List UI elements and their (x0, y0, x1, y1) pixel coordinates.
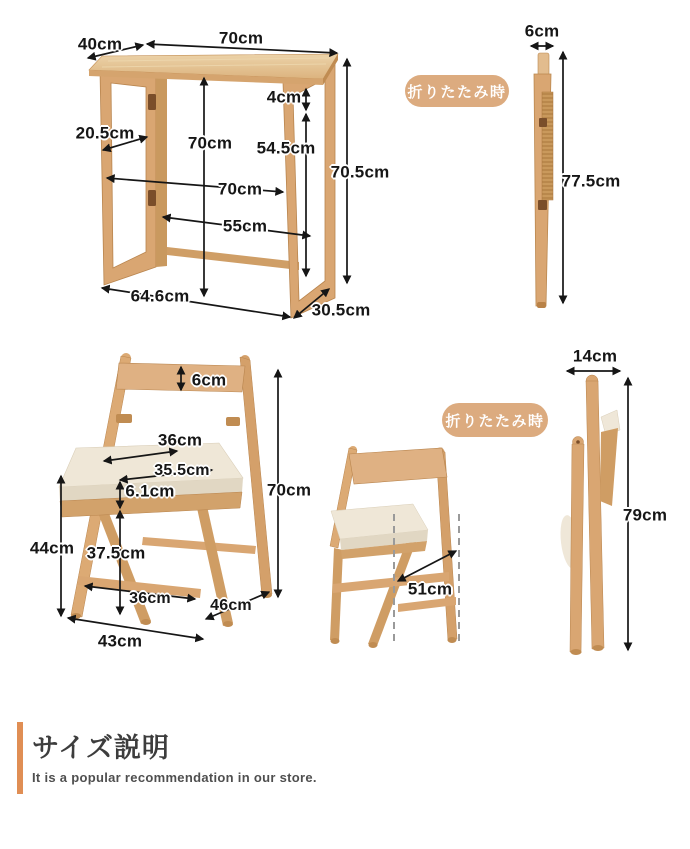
dim-folded-chair-leg-span: 51cm (407, 579, 453, 599)
dim-desk-under-height: 70cm (187, 133, 233, 153)
dim-folded-chair-height: 79cm (622, 505, 668, 525)
chair-side-illustration (330, 446, 457, 648)
dim-desk-total-height: 70.5cm (330, 162, 390, 182)
dim-folded-chair-thickness: 14cm (572, 346, 618, 366)
dim-desk-top-depth: 40cm (77, 34, 123, 54)
dim-chair-total-height: 70cm (266, 480, 312, 500)
dim-chair-seat-side-height: 44cm (29, 538, 75, 558)
dim-chair-depth: 46cm (210, 597, 252, 614)
dim-chair-under-seat-height: 37.5cm (86, 543, 146, 563)
folded-state-badge-chair: 折りたたみ時 (442, 403, 548, 437)
dim-desk-base-depth: 30.5cm (311, 300, 371, 320)
dim-chair-backrest-bar-height: 6cm (191, 370, 227, 390)
section-subtitle: It is a popular recommendation in our store. (32, 770, 317, 785)
dim-desk-panel-width: 20.5cm (75, 123, 135, 143)
dim-folded-desk-thickness: 6cm (524, 21, 560, 41)
accent-bar (17, 722, 23, 794)
dim-desk-inner-width: 70cm (217, 179, 263, 199)
dim-desk-stretcher-width: 55cm (222, 216, 268, 236)
dim-desk-inner-leg-height: 54.5cm (256, 138, 316, 158)
dim-chair-rail-width: 36cm (129, 590, 171, 607)
dim-desk-apron-height: 4cm (266, 87, 302, 107)
dim-desk-top-width: 70cm (218, 28, 264, 48)
dim-desk-base-width: 64.6cm (130, 286, 190, 306)
folded-chair-illustration (558, 375, 620, 655)
dim-chair-seat-depth: 35.5cm (154, 462, 210, 479)
dim-chair-seat-thickness: 6.1cm (125, 481, 175, 501)
dim-chair-base-width: 43cm (97, 631, 143, 651)
folded-state-badge-desk: 折りたたみ時 (405, 75, 509, 107)
dim-chair-seat-width: 36cm (157, 430, 203, 450)
dim-folded-desk-height: 77.5cm (561, 171, 621, 191)
folded-desk-illustration (534, 53, 553, 308)
section-title: サイズ説明 (32, 733, 170, 763)
